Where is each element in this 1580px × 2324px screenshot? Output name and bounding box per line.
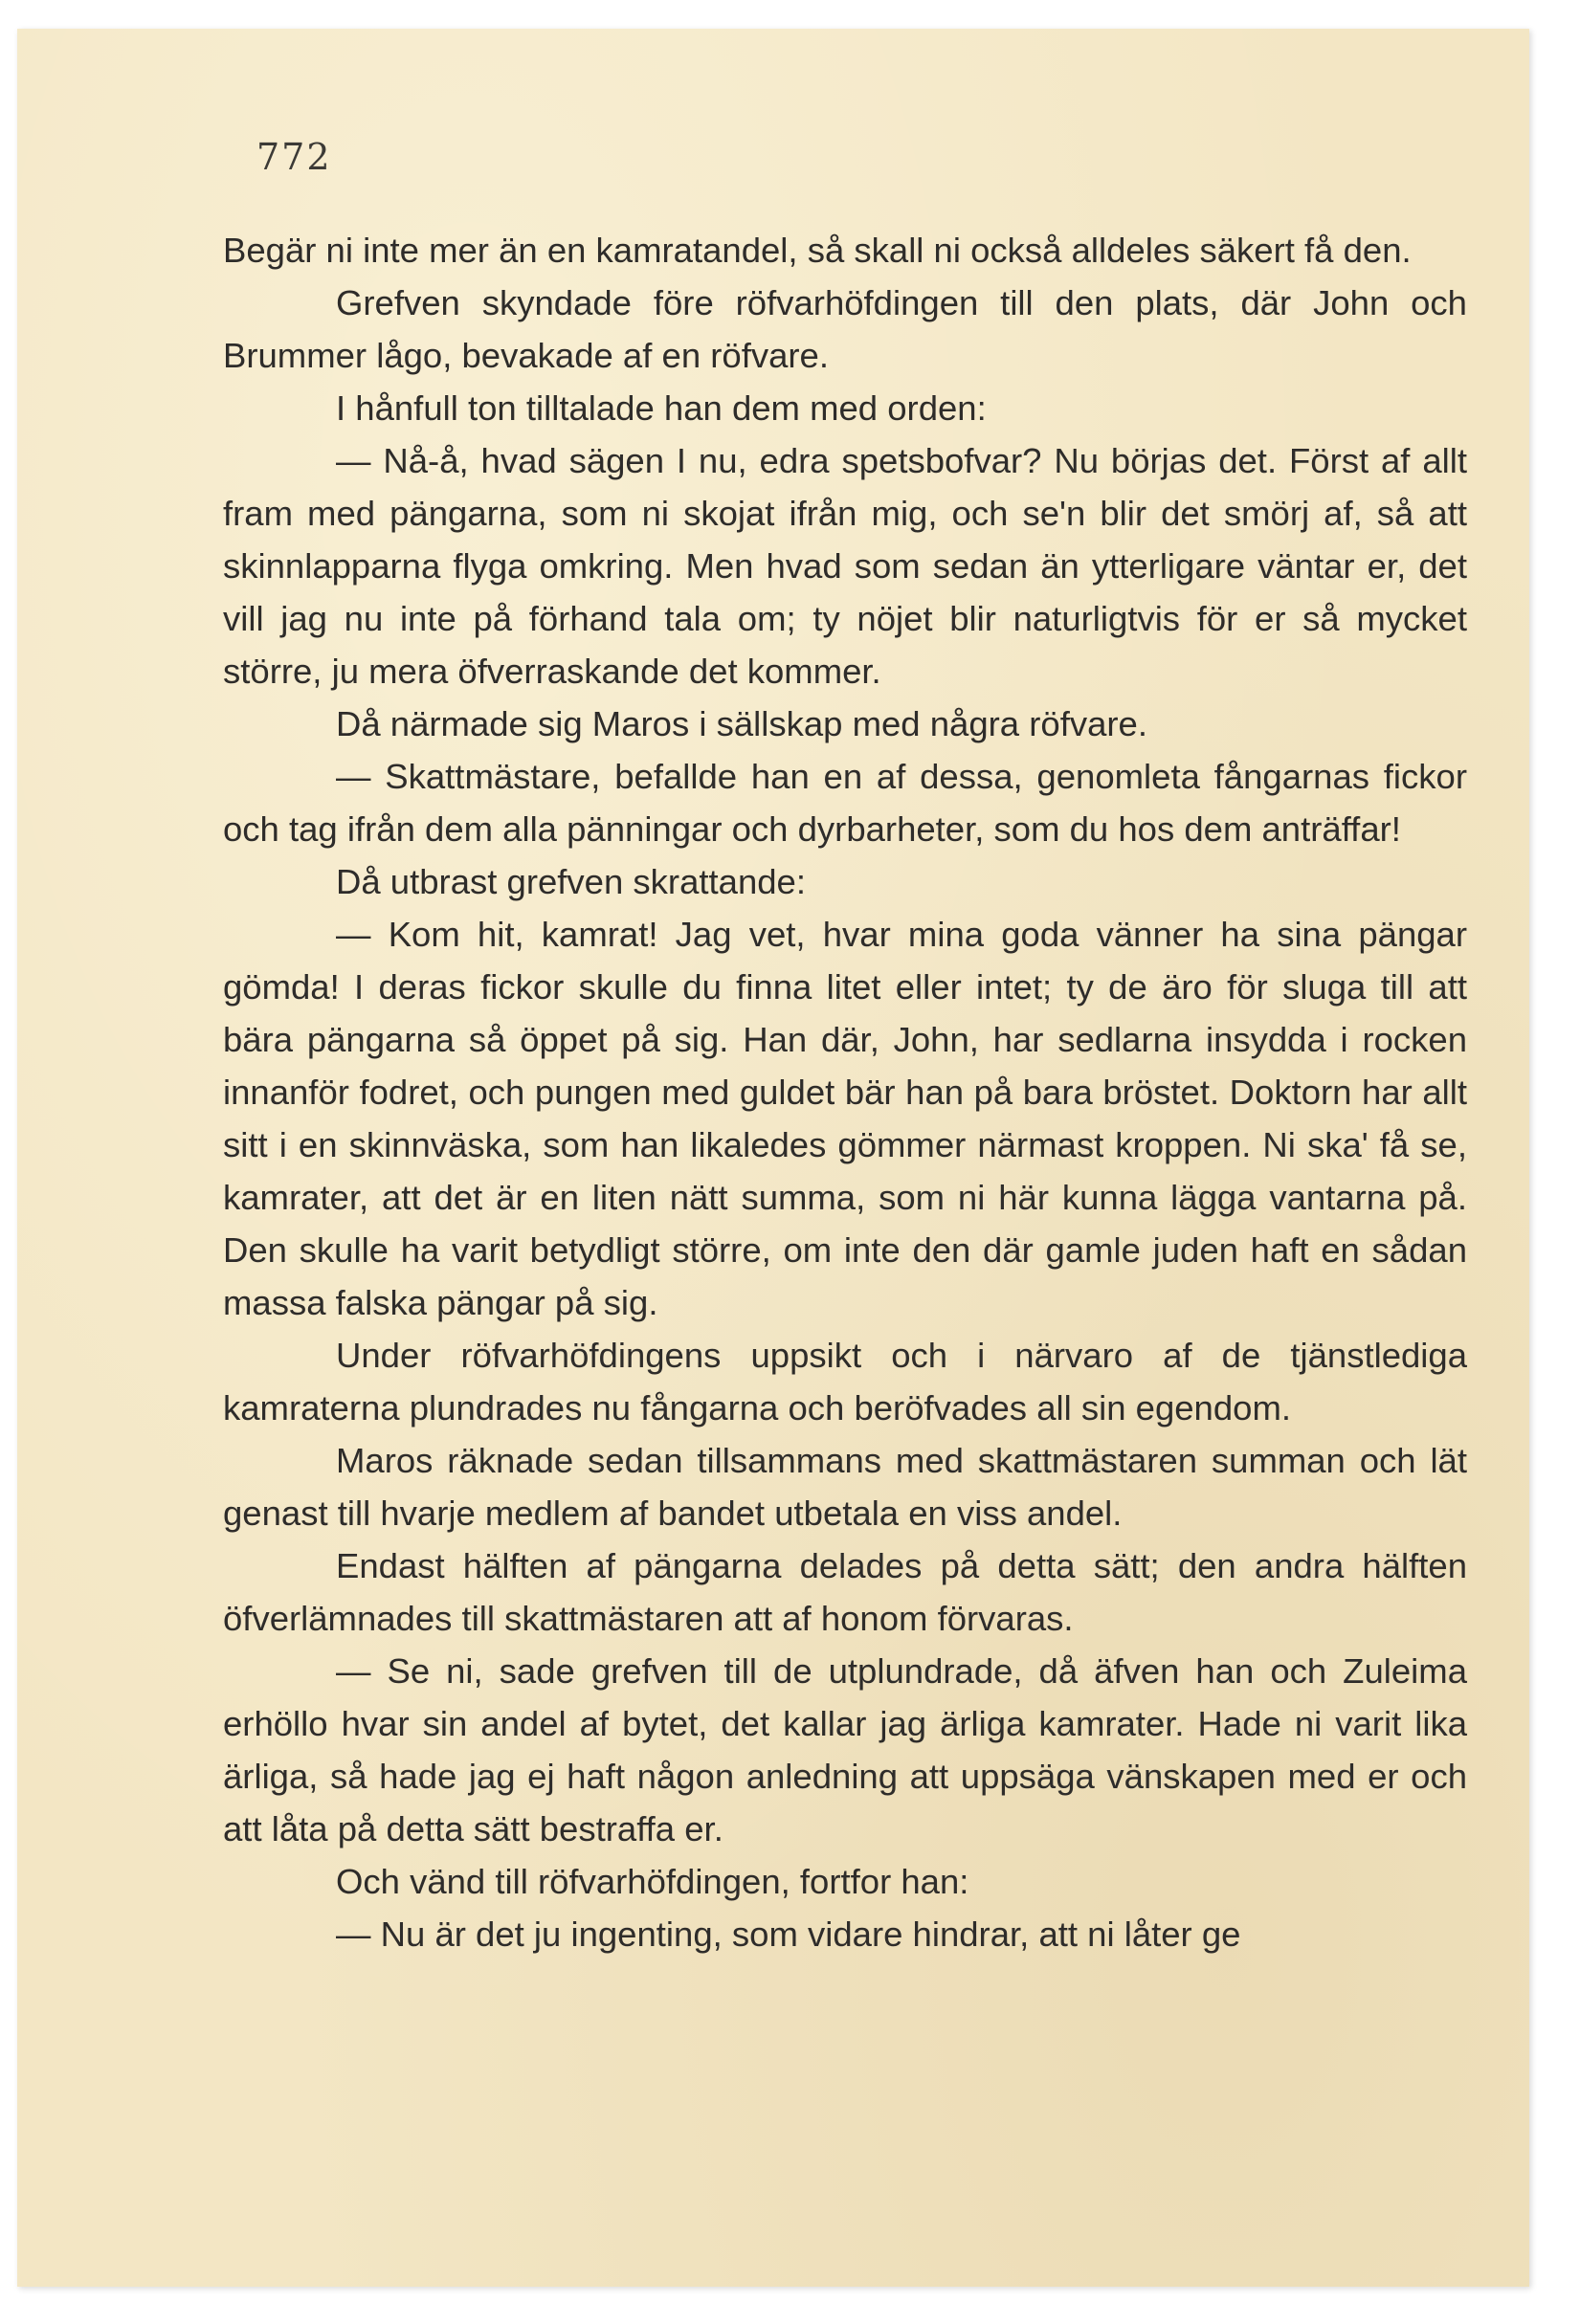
body-text	[223, 224, 1467, 1960]
paragraph: Maros räknade sedan tillsammans med skattmästaren summan och lät genast till hvarje medlem af bandet utbetala en viss andel.	[223, 1441, 1467, 1533]
paragraph: I hånfull ton tilltalade han dem med orden:	[336, 388, 987, 428]
book-page	[17, 29, 1529, 2287]
paragraph: Under röfvarhöfdingens uppsikt och i närvaro af de tjänstlediga kamraterna plundrades nu fångarna och beröfvades all sin egendom.	[223, 1336, 1467, 1428]
paragraph: — Nu är det ju ingenting, som vidare hindrar, att ni låter ge	[336, 1915, 1241, 1954]
paragraph: — Kom hit, kamrat! Jag vet, hvar mina goda vänner ha sina pängar gömda! I deras fickor skulle du finna litet eller intet; ty de äro för sluga till att bära pängarna så öppet på sig. Han där, John, har sedlarna insydda i rocken innanför fodret, och pungen med guldet bär han på bara bröstet. Doktorn har allt sitt i en skinnväska, som han likaledes gömmer närmast kroppen. Ni ska' få se, kamrater, att det är en liten nätt summa, som ni här kunna lägga vantarna på. Den skulle ha varit betydligt större, om inte den där gamle juden haft en sådan massa falska pängar på sig.	[223, 915, 1467, 1322]
paragraph: Då närmade sig Maros i sällskap med några röfvare.	[336, 704, 1147, 743]
paragraph: Och vänd till röfvarhöfdingen, fortfor han:	[336, 1862, 969, 1901]
paragraph: Då utbrast grefven skrattande:	[336, 862, 806, 901]
paragraph: — Se ni, sade grefven till de utplundrade, då äfven han och Zuleima erhöllo hvar sin andel af bytet, det kallar jag ärliga kamrater. Hade ni varit lika ärliga, så hade jag ej haft någon anledning att uppsäga vänskapen med er och att låta på detta sätt bestraffa er.	[223, 1651, 1467, 1848]
paragraph: Begär ni inte mer än en kamratandel, så skall ni också alldeles säkert få den.	[223, 231, 1412, 270]
page-number: 772	[256, 136, 332, 178]
paragraph: Endast hälften af pängarna delades på detta sätt; den andra hälften öfverlämnades till skattmästaren att af honom förvaras.	[223, 1546, 1467, 1638]
paragraph: — Nå-å, hvad sägen I nu, edra spetsbofvar? Nu börjas det. Först af allt fram med pängarna, som ni skojat ifrån mig, och se'n blir det smörj af, så att skinnlapparna flyga omkring. Men hvad som sedan än ytterligare väntar er, det vill jag nu inte på förhand tala om; ty nöjet blir naturligtvis för er så mycket större, ju mera öfverraskande det kommer.	[223, 441, 1467, 691]
paragraph: Grefven skyndade före röfvarhöfdingen till den plats, där John och Brummer lågo, bevakade af en röfvare.	[223, 283, 1467, 375]
paragraph: — Skattmästare, befallde han en af dessa, genomleta fångarnas fickor och tag ifrån dem alla pänningar och dyrbarheter, som du hos dem anträffar!	[223, 757, 1467, 849]
